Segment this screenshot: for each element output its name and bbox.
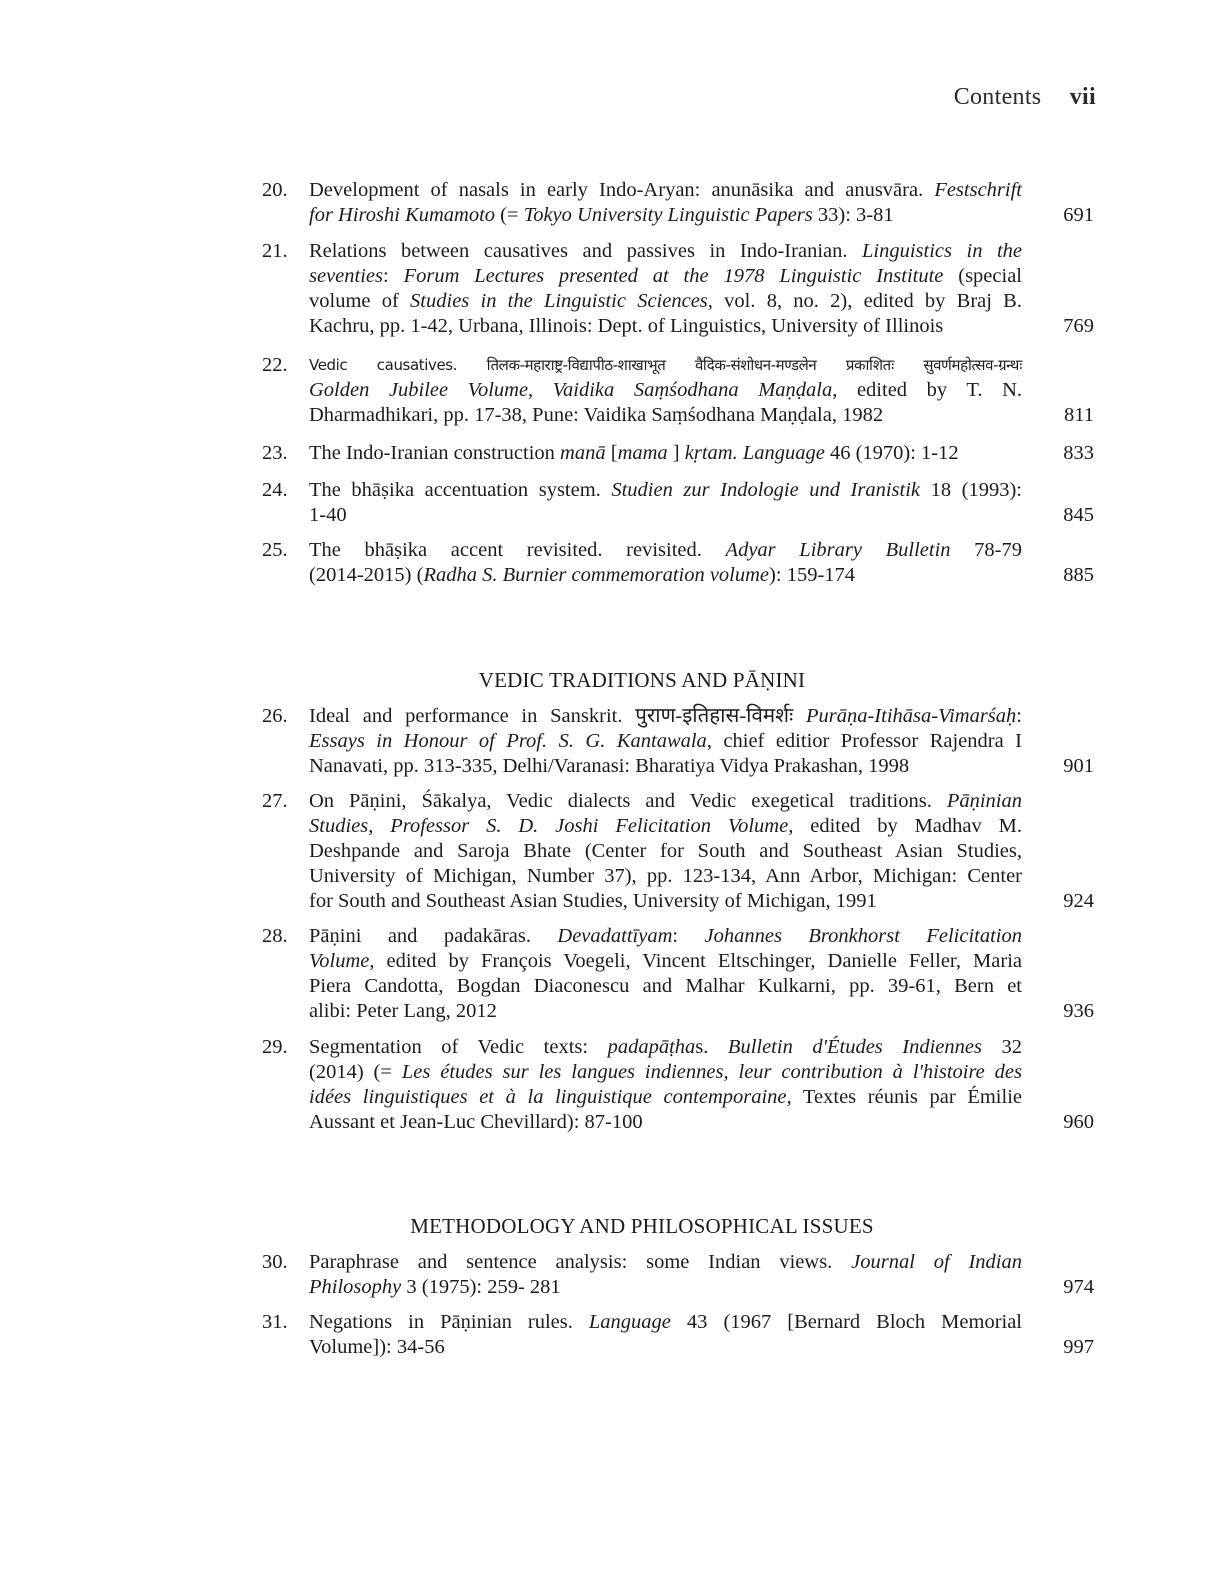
- citation-line: [309, 1035, 1022, 1060]
- italic-title-run: Volume: [309, 950, 370, 972]
- text-run: Aussant et Jean-Luc Chevillard): 87-100: [309, 1111, 643, 1133]
- italic-title-run: Professor S. D. Joshi Felicitation Volume: [390, 815, 789, 837]
- entry-page: 691: [1063, 204, 1094, 226]
- text-run: (2014) (=: [309, 1061, 402, 1083]
- citation-line: [309, 949, 1022, 974]
- italic-title-run: Forum Lectures presented at the 1978 Linguistic Institute: [403, 265, 944, 287]
- text-run: 32: [981, 1036, 1022, 1058]
- entry-citation: [309, 924, 1022, 1024]
- italic-title-run: Studies: [309, 815, 369, 837]
- text-run: Nanavati, pp. 313-335, Delhi/Varanasi: Bharatiya Vidya Prakashan, 1998: [309, 755, 910, 777]
- italic-title-run: Philosophy: [309, 1276, 402, 1298]
- italic-title-run: Language: [588, 1311, 671, 1333]
- citation-line: [309, 441, 1022, 466]
- italic-title-run: manā: [560, 442, 606, 464]
- entry-citation: [309, 789, 1022, 914]
- text-run: Pāṇini and padakāras.: [309, 925, 558, 947]
- text-run: Piera Candotta, Bogdan Diaconescu and Malhar Kulkarni, pp. 39-61, Bern et: [309, 975, 1022, 997]
- text-run: :: [672, 925, 705, 947]
- text-run: Development of nasals in early Indo-Aryan: anunāsika and anusvāra.: [309, 179, 935, 201]
- italic-title-run: Radha S. Burnier commemoration volume: [423, 564, 770, 586]
- citation-line: [309, 538, 1022, 563]
- italic-title-run: idées linguistiques et à la linguistique contemporaine: [309, 1086, 787, 1108]
- text-run: , chief editior Professor Rajendra I: [706, 730, 1022, 752]
- italic-title-run: Journal of Indian: [851, 1251, 1022, 1273]
- citation-line: [309, 1110, 1022, 1135]
- citation-line: [309, 178, 1022, 203]
- entry-page: 974: [1063, 1276, 1094, 1298]
- text-run: On Pāṇini, Śākalya, Vedic dialects and Vedic exegetical traditions.: [309, 790, 947, 812]
- italic-title-run: Pāṇinian: [946, 790, 1022, 812]
- citation-line: [309, 203, 1022, 228]
- citation-line: [309, 403, 1022, 428]
- text-run: The bhāṣika accentuation system.: [309, 479, 612, 501]
- text-run: alibi: Peter Lang, 2012: [309, 1000, 497, 1022]
- text-run: for South and Southeast Asian Studies, University of Michigan, 1991: [309, 890, 877, 912]
- page-number: vii: [1069, 84, 1096, 110]
- italic-title-run: Essays in Honour of Prof. S. G. Kantawala: [309, 730, 707, 752]
- entry-page: 936: [1063, 1000, 1094, 1022]
- text-run: 33): 3-81: [812, 204, 894, 226]
- entry-number: 26.: [262, 705, 288, 727]
- entry-number: 22.: [262, 354, 288, 376]
- text-run: Deshpande and Saroja Bhate (Center for South and Southeast Asian Studies,: [309, 840, 1022, 862]
- citation-line: [309, 239, 1022, 264]
- citation-line: [309, 1275, 1022, 1300]
- text-run: , edited by T. N.: [832, 379, 1022, 401]
- text-run: , edited by François Voegeli, Vincent Eltschinger, Danielle Feller, Maria: [369, 950, 1022, 972]
- text-run: Dharmadhikari, pp. 17-38, Pune: Vaidika Saṃśodhana Maṇḍala, 1982: [309, 404, 884, 426]
- citation-line: [309, 814, 1022, 839]
- italic-title-run: seventies: [309, 265, 383, 287]
- entry-number: 23.: [262, 442, 288, 464]
- entry-number: 24.: [262, 479, 288, 501]
- text-run: 18 (1993):: [920, 479, 1022, 501]
- text-run: , vol. 8, no. 2), edited by Braj B.: [707, 290, 1022, 312]
- text-run: Volume]): 34-56: [309, 1336, 445, 1358]
- entry-number: 30.: [262, 1251, 288, 1273]
- entry-number: 21.: [262, 240, 288, 262]
- citation-line: [309, 729, 1022, 754]
- entry-number: 29.: [262, 1036, 288, 1058]
- citation-line: [309, 378, 1022, 403]
- italic-title-run: Johannes Bronkhorst Felicitation: [704, 925, 1022, 947]
- citation-line: [309, 1085, 1022, 1110]
- citation-line: [309, 563, 1022, 588]
- text-run: The Indo-Iranian construction: [309, 442, 561, 464]
- entry-citation: [309, 1310, 1022, 1360]
- text-run: Ideal and performance in Sanskrit.: [309, 705, 636, 727]
- entry-page: 960: [1063, 1111, 1094, 1133]
- entry-citation: [309, 353, 1022, 428]
- text-run: (2014-2015) (: [309, 564, 424, 586]
- text-run: volume of: [309, 290, 411, 312]
- text-run: ,: [368, 815, 391, 837]
- italic-title-run: Devadattīyam: [557, 925, 673, 947]
- italic-title-run: Golden Jubilee Volume, Vaidika Saṃśodhana Maṇḍala: [309, 379, 833, 401]
- italic-title-run: Studien zur Indologie und Iranistik: [611, 479, 921, 501]
- citation-line: [309, 864, 1022, 889]
- text-run: Vedic causatives.: [309, 356, 487, 374]
- entry-number: 28.: [262, 925, 288, 947]
- text-run: Relations between causatives and passives in Indo-Iranian.: [309, 240, 862, 262]
- citation-line: [309, 839, 1022, 864]
- entry-citation: [309, 704, 1022, 779]
- text-run: , edited by Madhav M.: [788, 815, 1022, 837]
- text-run: (special: [943, 265, 1022, 287]
- italic-title-run: for Hiroshi Kumamoto: [309, 204, 496, 226]
- italic-title-run: Purāṇa-Itihāsa-Vimarśaḥ: [805, 705, 1017, 727]
- entry-number: 25.: [262, 539, 288, 561]
- text-run: s.: [695, 1036, 728, 1058]
- entry-page: 997: [1063, 1336, 1094, 1358]
- text-run: University of Michigan, Number 37), pp. 123-134, Ann Arbor, Michigan: Center: [309, 865, 1022, 887]
- citation-line: [309, 704, 1022, 729]
- text-run: 1-40: [309, 504, 347, 526]
- text-run: 3 (1975): 259- 281: [401, 1276, 561, 1298]
- text-run: :: [1016, 705, 1022, 727]
- citation-line: [309, 789, 1022, 814]
- text-run: Kachru, pp. 1-42, Urbana, Illinois: Dept. of Linguistics, University of Illinois: [309, 315, 944, 337]
- italic-title-run: Adyar Library Bulletin: [725, 539, 951, 561]
- text-run: 46 (1970): 1-12: [824, 442, 959, 464]
- text-run: तिलक-महाराष्ट्र-विद्यापीठ-शाखाभूत वैदिक-संशोधन-मण्डलेन प्रकाशितः सुवर्णमहोत्सव-ग्रन्थः: [486, 356, 1022, 374]
- entry-page: 769: [1063, 315, 1094, 337]
- citation-line: [309, 1310, 1022, 1335]
- citation-line: [309, 1060, 1022, 1085]
- entry-number: 27.: [262, 790, 288, 812]
- section-heading: VEDIC TRADITIONS AND PĀṆINI: [478, 668, 806, 692]
- entry-citation: [309, 538, 1022, 588]
- entry-page: 885: [1063, 564, 1094, 586]
- running-head: [954, 84, 1096, 111]
- italic-title-run: Language: [742, 442, 825, 464]
- entry-page: 811: [1064, 404, 1094, 426]
- citation-line: [309, 974, 1022, 999]
- citation-line: [309, 754, 1022, 779]
- text-run: 43 (1967 [Bernard Bloch Memorial: [670, 1311, 1023, 1333]
- citation-line: [309, 314, 1022, 339]
- entry-page: 924: [1063, 890, 1094, 912]
- running-head-label: Contents: [953, 84, 1042, 110]
- entry-citation: [309, 178, 1022, 228]
- text-run: ): 159-174: [769, 564, 856, 586]
- italic-title-run: Tokyo University Linguistic Papers: [523, 204, 813, 226]
- text-run: 78-79: [950, 539, 1022, 561]
- citation-line: [309, 289, 1022, 314]
- italic-title-run: Linguistics in the: [862, 240, 1022, 262]
- citation-line: [309, 924, 1022, 949]
- citation-line: [309, 999, 1022, 1024]
- text-run: Paraphrase and sentence analysis: some Indian views.: [309, 1251, 852, 1273]
- citation-line: [309, 478, 1022, 503]
- citation-line: [309, 353, 1022, 378]
- italic-title-run: Studies in the Linguistic Sciences: [410, 290, 708, 312]
- citation-line: [309, 1250, 1022, 1275]
- text-run: , Textes réunis par Émilie: [786, 1086, 1022, 1108]
- entry-page: 833: [1063, 442, 1094, 464]
- italic-title-run: Bulletin d'Études Indiennes: [727, 1036, 982, 1058]
- text-run: ]: [667, 442, 685, 464]
- text-run: Negations in Pāṇinian rules.: [309, 1311, 589, 1333]
- entry-page: 901: [1063, 755, 1094, 777]
- text-run: Segmentation of Vedic texts:: [309, 1036, 608, 1058]
- entry-page: 845: [1063, 504, 1094, 526]
- citation-line: [309, 889, 1022, 914]
- text-run: (=: [495, 204, 524, 226]
- text-run: :: [383, 265, 404, 287]
- italic-title-run: padapāṭha: [607, 1036, 696, 1058]
- text-run: The bhāṣika accent revisited. revisited.: [309, 539, 726, 561]
- entry-number: 20.: [262, 179, 288, 201]
- entry-citation: [309, 239, 1022, 339]
- text-run: [: [605, 442, 618, 464]
- italic-title-run: Les études sur les langues indiennes, leur contribution à l'histoire des: [401, 1061, 1022, 1083]
- italic-title-run: Festschrift: [934, 179, 1022, 201]
- entry-number: 31.: [262, 1311, 288, 1333]
- entry-citation: [309, 1035, 1022, 1135]
- section-heading: METHODOLOGY AND PHILOSOPHICAL ISSUES: [410, 1214, 874, 1238]
- text-run: पुराण-इतिहास-विमर्शः: [635, 705, 806, 727]
- citation-line: [309, 503, 1022, 528]
- italic-title-run: kṛtam.: [684, 442, 738, 464]
- entry-citation: [309, 478, 1022, 528]
- entry-citation: [309, 441, 1022, 466]
- citation-line: [309, 264, 1022, 289]
- citation-line: [309, 1335, 1022, 1360]
- italic-title-run: mama: [617, 442, 668, 464]
- entry-citation: [309, 1250, 1022, 1300]
